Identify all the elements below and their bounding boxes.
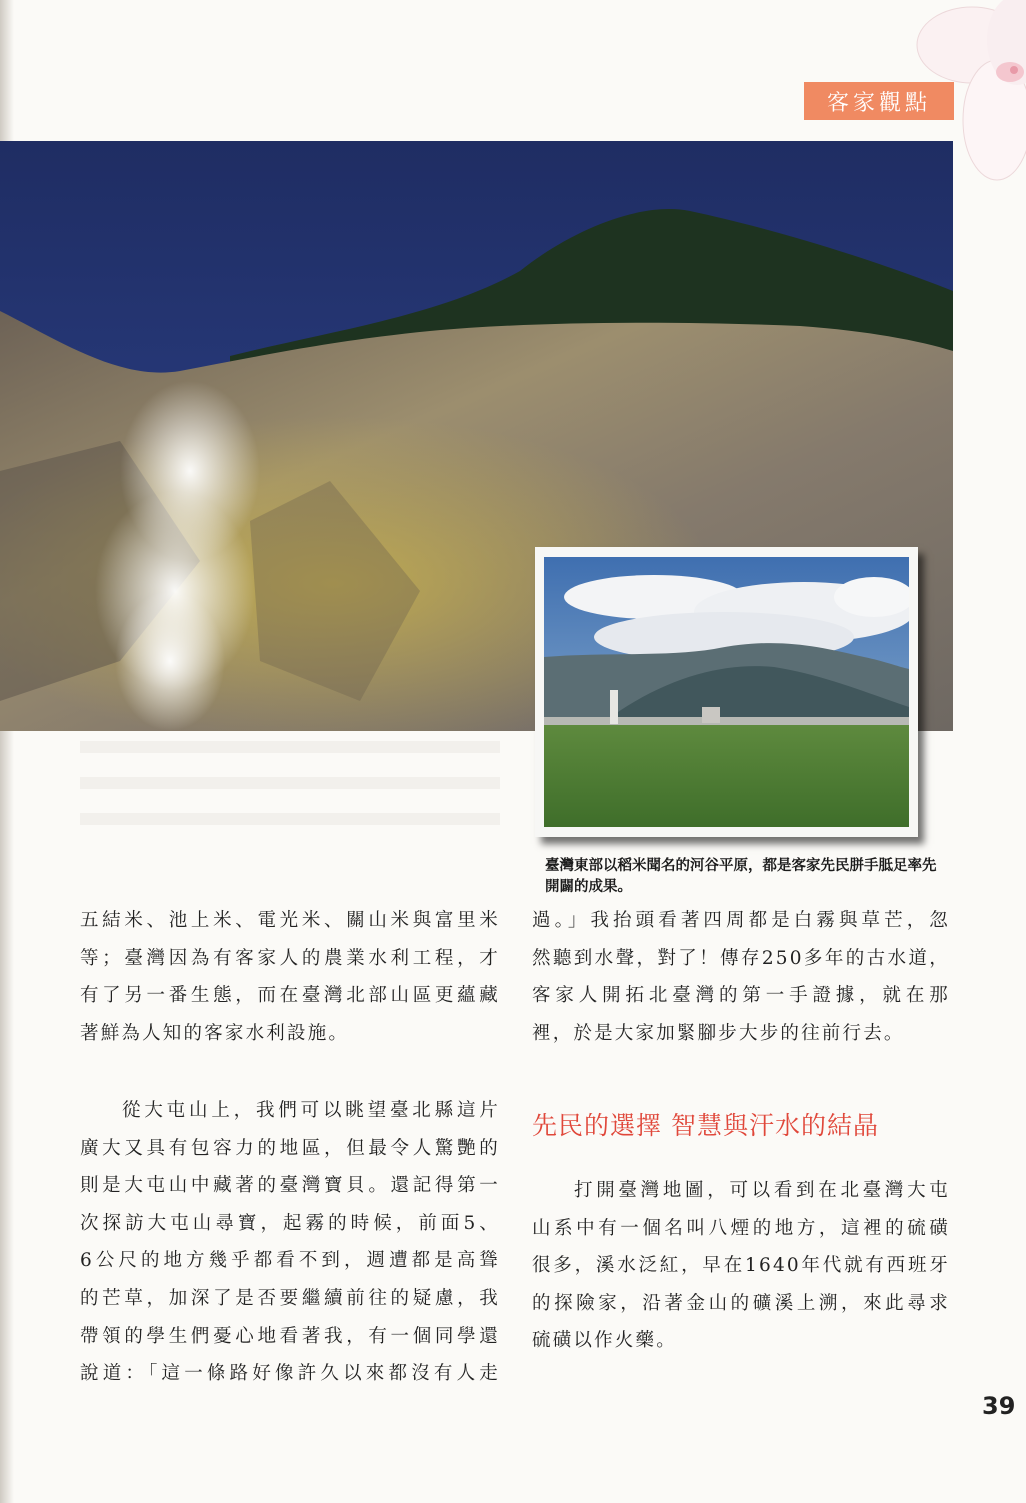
text-line: 過。」我抬頭看著四周都是白霧與草芒，忽: [532, 910, 950, 931]
left-column-paragraph-2: [80, 1092, 500, 1393]
rice-field-photo: [544, 557, 909, 827]
text-line: 帶領的學生們憂心地看著我，有一個同學還: [80, 1325, 500, 1347]
faded-background-text: [80, 741, 500, 841]
right-column-paragraph-2: [532, 1172, 950, 1360]
text-line: 五結米、池上米、電光米、關山米與富里米: [80, 910, 500, 931]
text-line: 然聽到水聲，對了！傳存250多年的古水道，: [532, 947, 950, 969]
text-line: 6公尺的地方幾乎都看不到，週遭都是高聳: [80, 1250, 500, 1272]
right-column-paragraph-1: [532, 902, 950, 1052]
photo-caption: 臺灣東部以稻米聞名的河谷平原，都是客家先民胼手胝足率先開闢的成果。: [545, 858, 937, 895]
text-line: 著鮮為人知的客家水利設施。: [80, 1022, 350, 1044]
text-line: 等；臺灣因為有客家人的農業水利工程，才: [80, 947, 500, 969]
text-line: 從大屯山上，我們可以眺望臺北縣這片: [122, 1100, 500, 1121]
text-line: 廣大又具有包容力的地區，但最令人驚艷的: [80, 1137, 500, 1159]
text-line: 的探險家，沿著金山的礦溪上溯，來此尋求: [532, 1292, 950, 1314]
text-line: 硫磺以作火藥。: [532, 1330, 677, 1352]
text-line: 有了另一番生態，而在臺灣北部山區更蘊藏: [80, 985, 500, 1007]
text-line: 打開臺灣地圖，可以看到在北臺灣大屯: [574, 1180, 950, 1201]
text-line: 則是大屯山中藏著的臺灣寶貝。還記得第一: [80, 1175, 500, 1197]
page-number: 39: [982, 1392, 1016, 1420]
text-line: 的芒草，加深了是否要繼續前往的疑慮，我: [80, 1287, 500, 1309]
text-line: 裡，於是大家加緊腳步大步的往前行去。: [532, 1022, 905, 1044]
text-line: 客家人開拓北臺灣的第一手證據，就在那: [532, 985, 950, 1007]
text-line: 說道：「這一條路好像許久以來都沒有人走: [80, 1363, 500, 1385]
section-tab: 客家觀點: [804, 82, 954, 120]
text-line: 次探訪大屯山尋寶，起霧的時候，前面5、: [80, 1212, 500, 1234]
left-column-paragraph-1: [80, 902, 500, 1052]
rice-field-photo-frame: [535, 547, 918, 837]
text-line: 山系中有一個名叫八煙的地方，這裡的硫磺: [532, 1217, 950, 1239]
section-heading: 先民的選擇 智慧與汗水的結晶: [532, 1111, 879, 1140]
text-line: 很多，溪水泛紅，早在1640年代就有西班牙: [532, 1255, 950, 1277]
